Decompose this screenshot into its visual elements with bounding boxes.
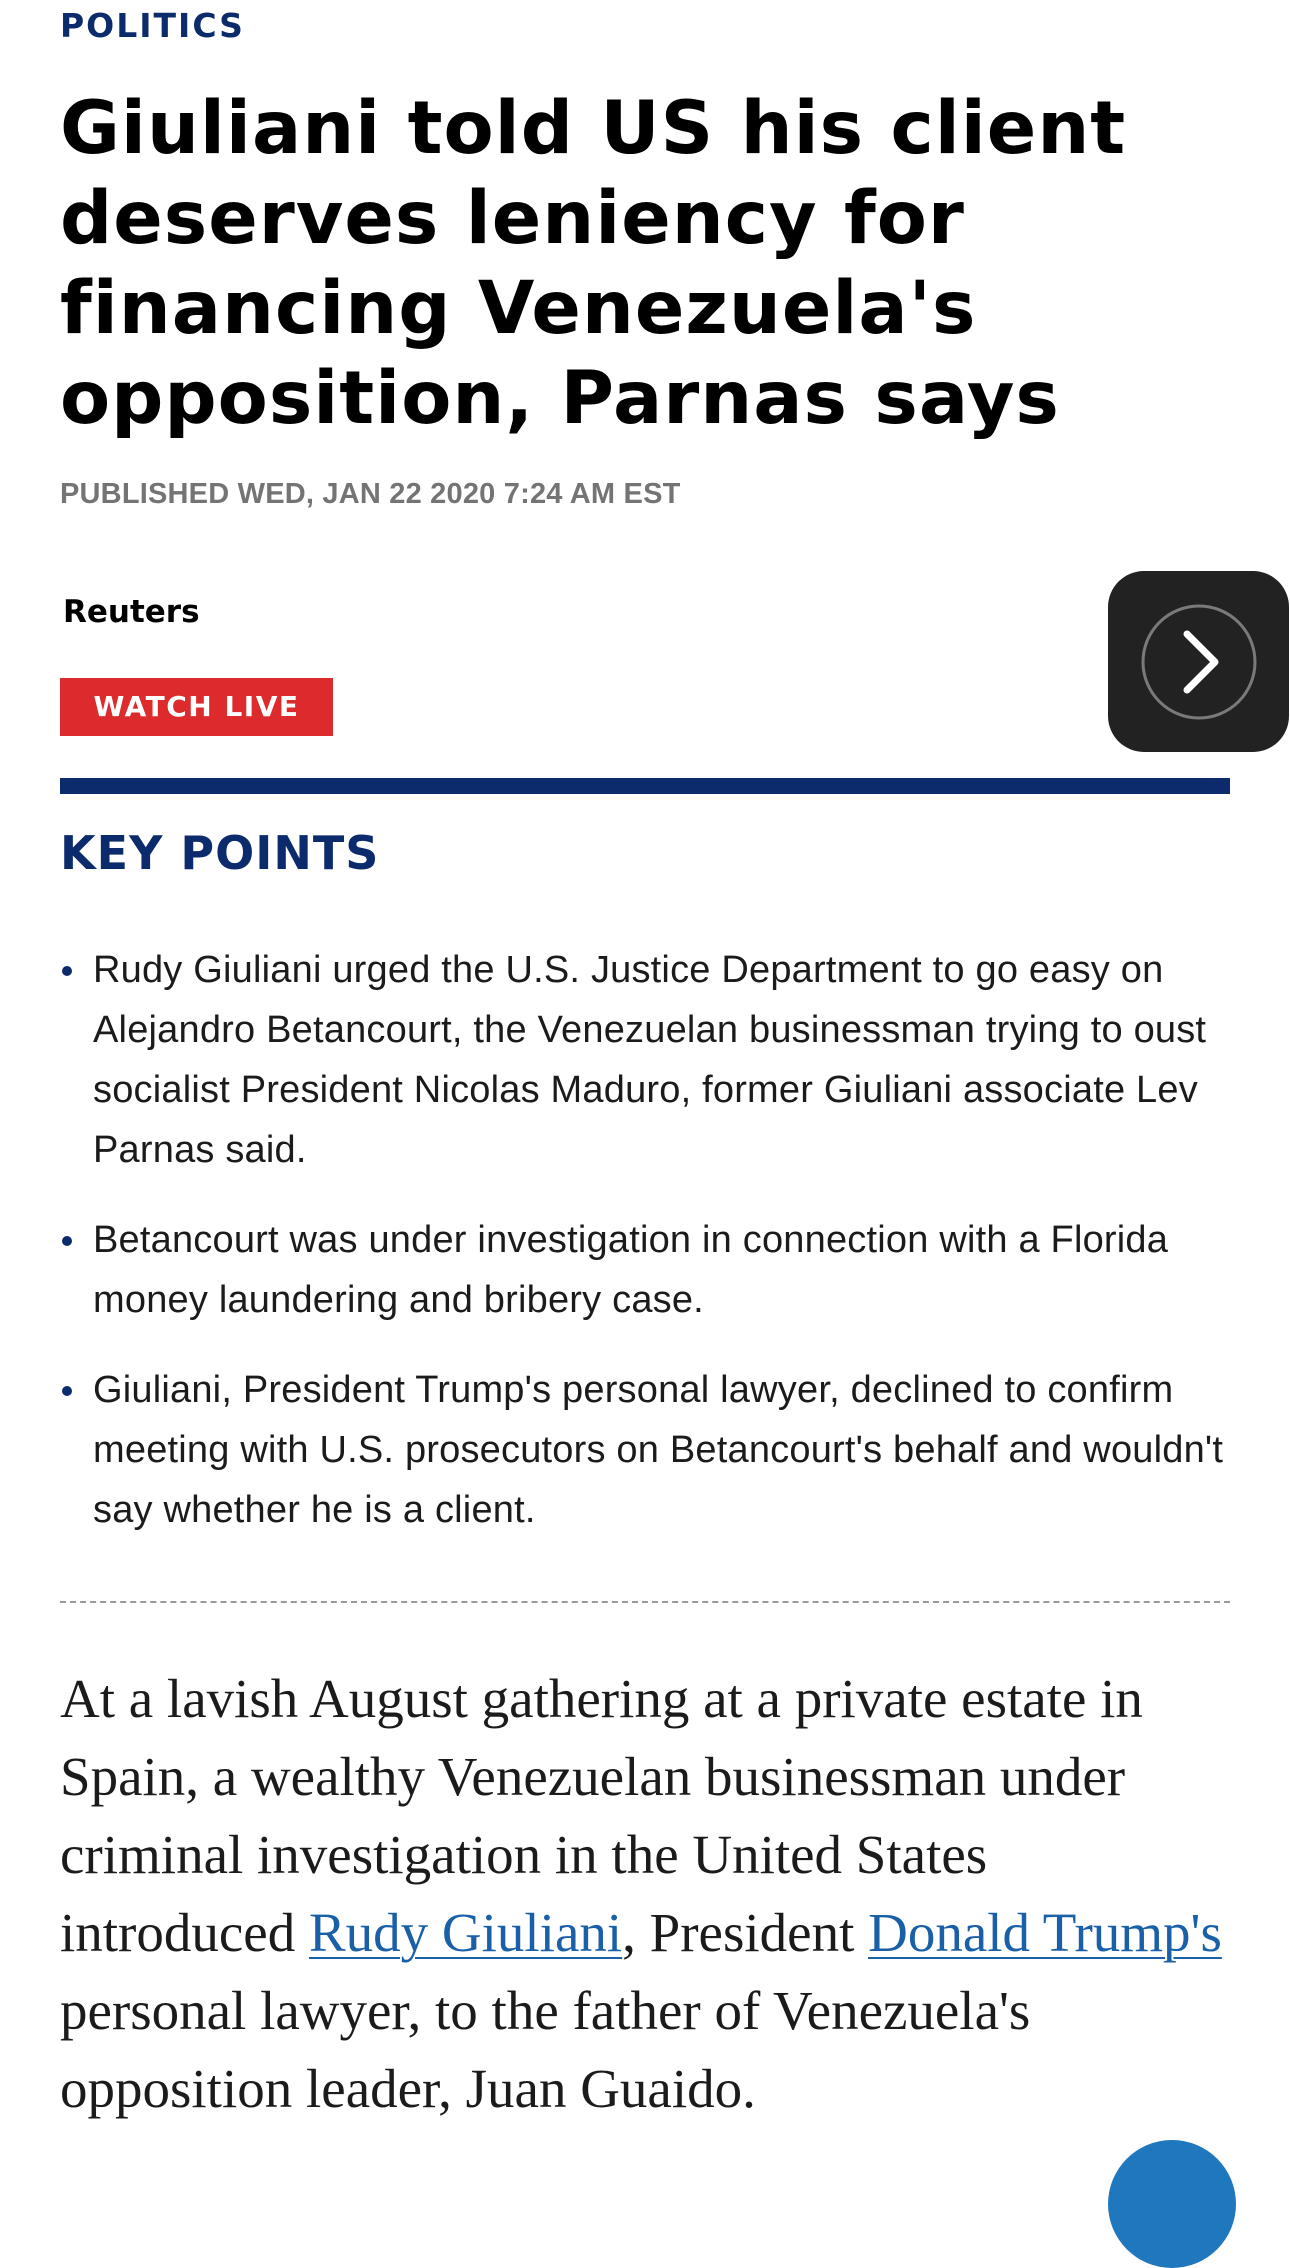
paragraph-text: personal lawyer, to the father of Venezuela's opposition leader, Juan Guaido.	[60, 1980, 1031, 2119]
key-point-item	[60, 1360, 1230, 1540]
key-point-text: Betancourt was under investigation in connection with a Florida money laundering and bribery case.	[93, 1219, 1169, 1321]
article-paragraph	[60, 1660, 1230, 2128]
article-source: Reuters	[63, 594, 200, 630]
donald-trump-link[interactable]: Donald Trump's	[868, 1902, 1222, 1963]
chevron-right-icon	[1139, 602, 1259, 722]
bullet-dot-icon	[62, 1236, 72, 1246]
section-label[interactable]: POLITICS	[60, 6, 245, 45]
paragraph-text: At a lavish August gathering at a private estate in Spain, a wealthy Venezuelan businessman under criminal investigation in the United States introduced	[60, 1668, 1143, 1963]
key-point-text: Rudy Giuliani urged the U.S. Justice Department to go easy on Alejandro Betancourt, the Venezuelan businessman trying to oust socialist President Nicolas Maduro, former Giuliani associate Lev Parnas said.	[93, 949, 1207, 1171]
key-point-item	[60, 940, 1230, 1180]
key-points-list	[60, 940, 1230, 1570]
bullet-dot-icon	[62, 1386, 72, 1396]
key-points-divider	[60, 1601, 1230, 1603]
key-points-top-rule	[60, 778, 1230, 794]
published-timestamp: PUBLISHED WED, JAN 22 2020 7:24 AM EST	[60, 478, 681, 510]
watch-live-button[interactable]: WATCH LIVE	[60, 678, 333, 736]
next-article-button[interactable]	[1108, 571, 1289, 752]
floating-action-button[interactable]	[1108, 2140, 1236, 2268]
key-points-title: KEY POINTS	[60, 826, 380, 880]
rudy-giuliani-link[interactable]: Rudy Giuliani	[308, 1902, 623, 1963]
paragraph-text: , President	[622, 1902, 869, 1963]
bullet-dot-icon	[62, 966, 72, 976]
key-point-text: Giuliani, President Trump's personal lawyer, declined to confirm meeting with U.S. prosecutors on Betancourt's behalf and wouldn't say whether he is a client.	[93, 1369, 1224, 1531]
key-point-item	[60, 1210, 1230, 1330]
article-headline: Giuliani told US his client deserves leniency for financing Venezuela's opposition, Parnas says	[60, 86, 1127, 441]
